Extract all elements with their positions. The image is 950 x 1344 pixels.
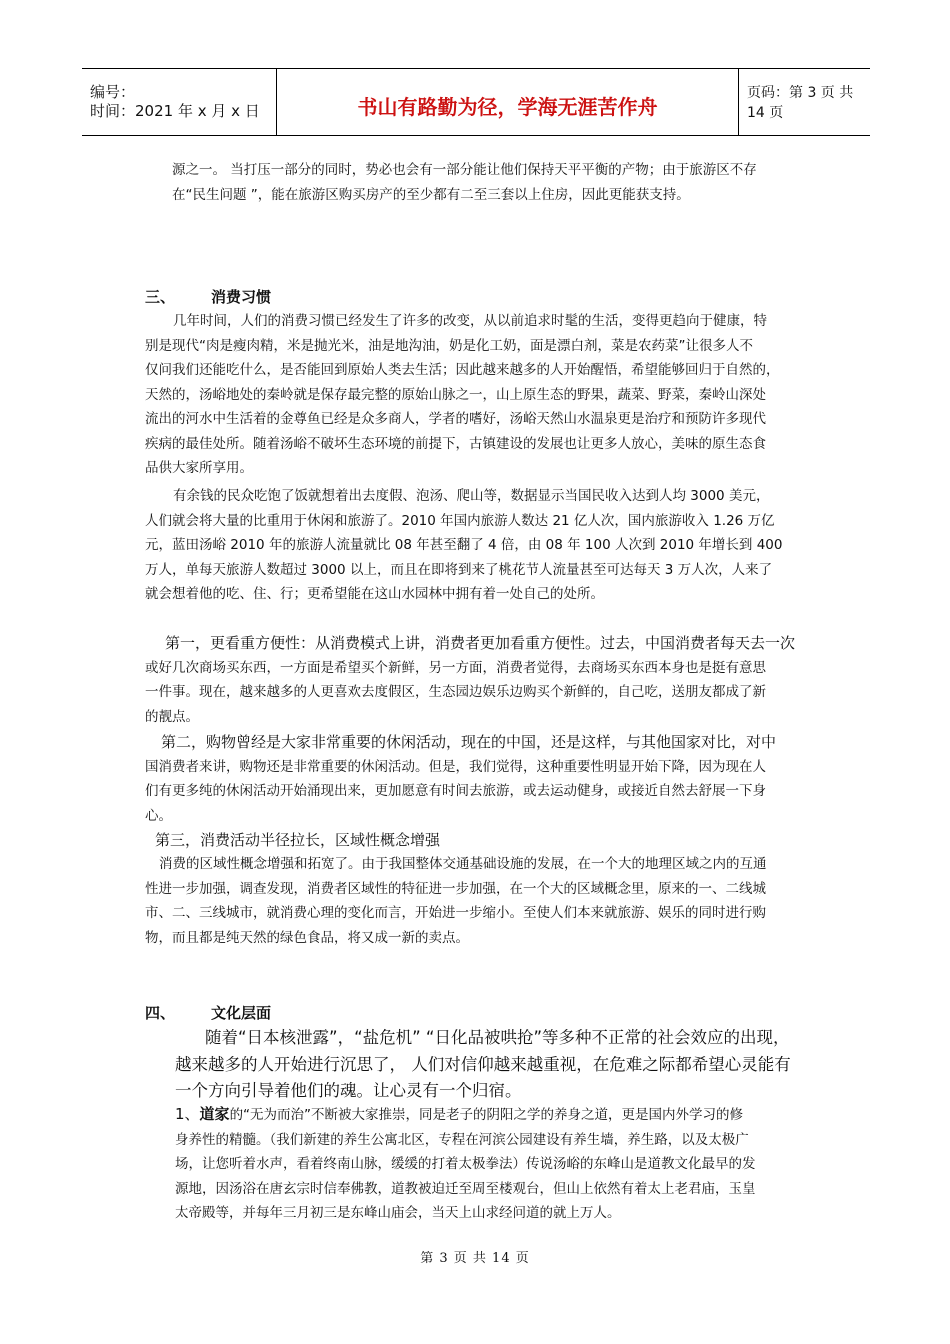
- text-line: 元，蓝田汤峪 2010 年的旅游人流量就比 08 年甚至翻了 4 倍，由 08 年 100 人次到 2010 年增长到 400: [145, 537, 783, 553]
- page-footer: 第 3 页 共 14 页: [420, 1251, 530, 1266]
- paragraph-consumption-habits: [145, 309, 780, 481]
- header-left-cell: [82, 69, 277, 135]
- text-line: 天然的，汤峪地处的秦岭就是保存最完整的原始山脉之一，山上原生态的野果，蔬菜、野菜，秦岭山深处: [145, 386, 766, 403]
- section-heading-4: [145, 1002, 271, 1023]
- header-page-cell: [739, 69, 870, 135]
- text-line: 有余钱的民众吃饱了饭就想着出去度假、泡汤、爬山等，数据显示当国民收入达到人均 3000 美元，: [173, 488, 770, 504]
- text-line: 心。: [145, 807, 172, 824]
- text-line: 仅问我们还能吃什么，是否能回到原始人类去生活；因此越来越多的人开始醒悟，希望能够回归于自然的，: [145, 362, 780, 378]
- paragraph-culture-intro: [175, 1025, 791, 1105]
- section-number: 四、: [145, 1004, 176, 1022]
- text-line: 太帝殿等，并每年三月初三是东峰山庙会，当天上山求经问道的就上万人。: [175, 1205, 621, 1221]
- text-line: 消费的区域性概念增强和拓宽了。由于我国整体交通基础设施的发展，在一个大的地理区域之内的互通: [159, 856, 767, 872]
- text-line: 别是现代“肉是瘦肉精，米是抛光米，油是地沟油，奶是化工奶，面是漂白剂，菜是农药菜”让很多人不: [145, 337, 753, 354]
- header-motto-cell: [277, 69, 739, 135]
- text-line: 场，让您听着水声，看着终南山脉，缓缓的打着太极拳法）传说汤峪的东峰山是道教文化最早的发: [175, 1156, 756, 1172]
- text-line: 第一，更看重方便性：从消费模式上讲，消费者更加看重方便性。过去，中国消费者每天去一次: [165, 634, 796, 652]
- text-line: 一件事。现在，越来越多的人更喜欢去度假区，生态园边娱乐边购买个新鲜的，自己吃，送朋友都成了新: [145, 684, 766, 700]
- page-header: [82, 68, 870, 136]
- text-line: 随着“日本核泄露”，“盐危机” “日化品被哄抢”等多种不正常的社会效应的出现，: [205, 1028, 790, 1047]
- text-line: 市、二、三线城市，就消费心理的变化而言，开始进一步缩小。至使人们本来就旅游、娱乐的同时进行购: [145, 905, 766, 921]
- section-title: 消费习惯: [211, 288, 272, 306]
- text-line: 人们就会将大量的比重用于休闲和旅游了。2010 年国内旅游人数达 21 亿人次，国内旅游收入 1.26 万亿: [145, 512, 775, 529]
- text-line: 在“民生问题 ”，能在旅游区购买房产的至少都有二至三套以上住房，因此更能获支持。: [172, 186, 690, 203]
- text-line: 们有更多纯的休闲活动开始涌现出来，更加愿意有时间去旅游，或去运动健身，或接近自然去舒展一下身: [145, 783, 766, 799]
- continuation-paragraph: [172, 158, 757, 207]
- paragraph-first-point: [145, 631, 795, 729]
- text-line: [175, 1102, 756, 1128]
- taoism-keyword: 道家: [199, 1105, 230, 1123]
- section-number: 三、: [145, 288, 176, 306]
- text-line: 或好几次商场买东西，一方面是希望买个新鲜，另一方面，消费者觉得，去商场买东西本身也是挺有意思: [145, 659, 766, 676]
- text-line: 源地，因汤浴在唐玄宗时信奉佛教，道教被迫迁至周至楼观台，但山上依然有着太上老君庙，玉皇: [175, 1180, 756, 1197]
- paragraph-tourism-data: [145, 484, 782, 607]
- text-line: 万人，单每天旅游人数超过 3000 以上，而且在即将到来了桃花节人流量甚至可达每天 3 万人次，人来了: [145, 561, 773, 578]
- text-line: 的靓点。: [145, 708, 199, 725]
- document-number-label: 编号：: [90, 83, 136, 101]
- third-point-title: 第三，消费活动半径拉长，区域性概念增强: [155, 831, 441, 849]
- document-date-label: 时间：2021 年 x 月 x 日: [90, 102, 260, 120]
- text-line: 越来越多的人开始进行沉思了， 人们对信仰越来越重视，在危难之际都希望心灵能有: [175, 1054, 791, 1074]
- text-line: 一个方向引导着他们的魂。让心灵有一个归宿。: [175, 1081, 522, 1100]
- header-page-label: 页码：第 3 页 共 14 页: [747, 85, 854, 121]
- text-line: 物，而且都是纯天然的绿色食品，将又成一新的卖点。: [145, 929, 469, 946]
- text-line: 第二，购物曾经是大家非常重要的休闲活动，现在的中国，还是这样，与其他国家对比，对中: [161, 733, 777, 751]
- text-line: 疾病的最佳处所。随着汤峪不破坏生态环境的前提下，古镇建设的发展也让更多人放心，美味的原生态食: [145, 435, 766, 452]
- paragraph-third-point: [145, 852, 767, 950]
- text-line: 源之一。 当打压一部分的同时，势必也会有一部分能让他们保持天平平衡的产物；由于旅游区不存: [172, 162, 757, 178]
- paragraph-taoism: [175, 1102, 756, 1226]
- section-heading-3: [145, 286, 271, 307]
- text-line: 品供大家所享用。: [145, 460, 253, 476]
- text-line: 流出的河水中生活着的金尊鱼已经是众多商人，学者的嗜好，汤峪天然山水温泉更是治疗和预防许多现代: [145, 411, 766, 427]
- text-line: 就会想着他的吃、住、行；更希望能在这山水园林中拥有着一处自己的处所。: [145, 586, 604, 602]
- header-motto: 书山有路勤为径，学海无涯苦作舟: [357, 94, 658, 119]
- taoism-first-line: 的“无为而治”不断被大家推崇，同是老子的阴阳之学的养身之道，更是国内外学习的修: [229, 1107, 744, 1123]
- text-line: 几年时间，人们的消费习惯已经发生了许多的改变，从以前追求时髦的生活，变得更趋向于健康，特: [173, 313, 767, 329]
- text-line: 性进一步加强，调查发现，消费者区域性的特征进一步加强，在一个大的区域概念里，原来的一、二线城: [145, 880, 766, 897]
- text-line: 国消费者来讲，购物还是非常重要的休闲活动。但是，我们觉得，这种重要性明显开始下降，因为现在人: [145, 758, 766, 775]
- text-line: 身养性的精髓。（我们新建的养生公寓北区，专程在河滨公园建设有养生墙，养生路，以及太极广: [175, 1131, 749, 1148]
- paragraph-second-point: [145, 730, 776, 828]
- section-title: 文化层面: [211, 1004, 272, 1022]
- list-number: 1、: [175, 1105, 200, 1123]
